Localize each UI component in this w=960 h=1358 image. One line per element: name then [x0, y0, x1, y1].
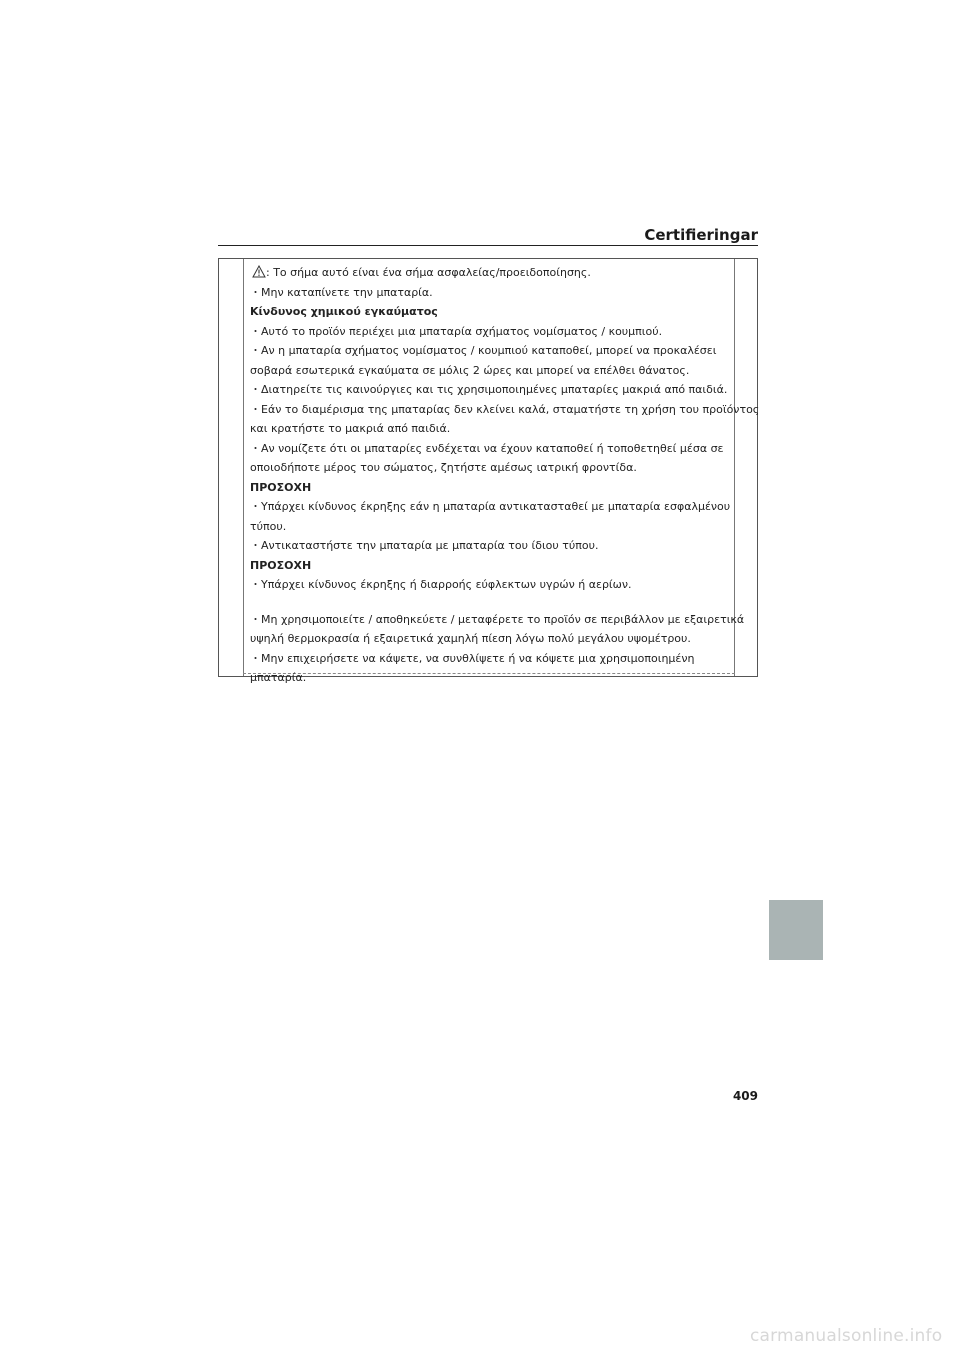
- warning-line: [250, 419, 720, 439]
- warning-line-text: ・Αν η μπαταρία σχήματος νομίσματος / κουμπιού καταποθεί, μπορεί να προκαλέσει: [250, 344, 717, 357]
- warning-line-text: ・Διατηρείτε τις καινούργιες και τις χρησιμοποιημένες μπαταρίες μακριά από παιδιά.: [250, 383, 728, 396]
- warning-line: [250, 263, 720, 283]
- warning-line-text: ・Υπάρχει κίνδυνος έκρηξης εάν η μπαταρία αντικατασταθεί με μπαταρία εσφαλμένου: [250, 500, 731, 513]
- warning-line: [250, 497, 731, 517]
- warning-line: [250, 283, 720, 303]
- box-inner-left-border: [243, 259, 244, 676]
- warning-line-text: ・Μη χρησιμοποιείτε / αποθηκεύετε / μεταφέρετε το προϊόν σε περιβάλλον με εξαιρετικά: [250, 612, 745, 626]
- warning-line: [250, 517, 720, 537]
- warning-line: [250, 361, 720, 381]
- warning-line-text: ・Εάν το διαμέρισμα της μπαταρίας δεν κλείνει καλά, σταματήστε τη χρήση του προϊόντος: [250, 402, 760, 416]
- warning-line-text: σοβαρά εσωτερικά εγκαύματα σε μόλις 2 ώρες και μπορεί να επέλθει θάνατος.: [250, 363, 690, 377]
- chapter-tab: [769, 900, 823, 960]
- warning-line-text: ・Υπάρχει κίνδυνος έκρηξης ή διαρροής εύφλεκτων υγρών ή αερίων.: [250, 578, 632, 591]
- warning-heading: [250, 302, 720, 322]
- warning-line-text: ・Μην καταπίνετε την μπαταρία.: [250, 285, 433, 299]
- warning-line-text: μπαταρία.: [250, 671, 307, 684]
- warning-line-text: ・Αυτό το προϊόν περιέχει μια μπαταρία σχήματος νομίσματος / κουμπιού.: [250, 324, 663, 338]
- warning-line-text: : Το σήμα αυτό είναι ένα σήμα ασφαλείας/προειδοποίησης.: [266, 266, 591, 279]
- section-title: Certifieringar: [644, 226, 758, 244]
- spacer: [250, 595, 720, 610]
- warning-line: [250, 536, 720, 556]
- warning-line: [250, 668, 720, 688]
- warning-line: [250, 341, 720, 361]
- warning-line-text: τύπου.: [250, 519, 287, 533]
- warning-heading: [250, 478, 720, 498]
- warning-line: [250, 400, 760, 420]
- warning-line: [250, 380, 728, 400]
- warning-line-text: οποιοδήποτε μέρος του σώματος, ζητήστε αμέσως ιατρική φροντίδα.: [250, 461, 637, 474]
- warning-line-text: ΠΡΟΣΟΧΗ: [250, 480, 312, 494]
- warning-line-text: ・Μην επιχειρήσετε να κάψετε, να συνθλίψετε ή να κόψετε μια χρησιμοποιημένη: [250, 651, 695, 665]
- warning-line-text: και κρατήστε το μακριά από παιδιά.: [250, 422, 451, 435]
- warning-line: [250, 575, 720, 595]
- warning-line-text: ・Αντικαταστήστε την μπαταρία με μπαταρία του ίδιου τύπου.: [250, 539, 599, 552]
- warning-line-text: ・Αν νομίζετε ότι οι μπαταρίες ενδέχεται να έχουν καταποθεί ή τοποθετηθεί μέσα σε: [250, 441, 724, 455]
- warning-line: [250, 610, 745, 630]
- warning-line: [250, 458, 720, 478]
- page-number: 409: [732, 1089, 758, 1103]
- warning-triangle-icon: [252, 265, 266, 278]
- warning-line: [250, 322, 720, 342]
- warning-text: [250, 263, 760, 688]
- title-divider: [218, 245, 758, 246]
- watermark-logo: carmanualsonline.info: [750, 1326, 943, 1346]
- warning-line-text: υψηλή θερμοκρασία ή εξαιρετικά χαμηλή πίεση λόγω πολύ μεγάλου υψομέτρου.: [250, 632, 691, 645]
- warning-line-text: ΠΡΟΣΟΧΗ: [250, 558, 312, 572]
- warning-heading: [250, 556, 720, 576]
- warning-line-text: Κίνδυνος χημικού εγκαύματος: [250, 305, 438, 318]
- warning-line: [250, 439, 724, 459]
- warning-line: [250, 649, 720, 669]
- warning-line: [250, 629, 720, 649]
